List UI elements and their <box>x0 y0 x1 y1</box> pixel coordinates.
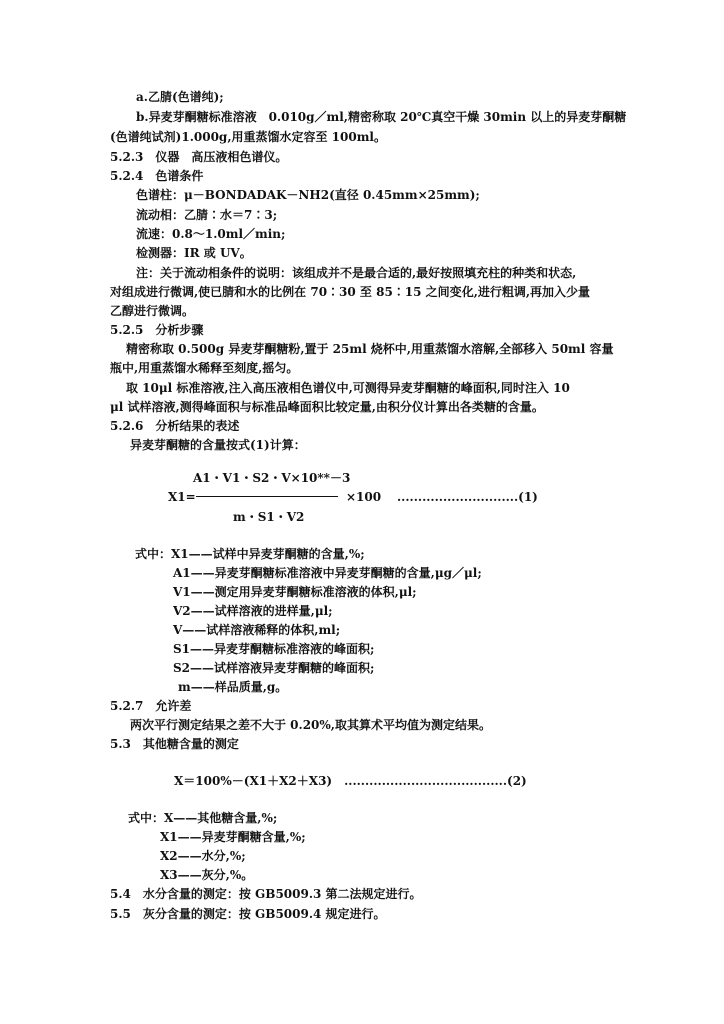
formula-1-denominator: m・S1・V2 <box>233 510 305 524</box>
def-x: 式中：X——其他糖含量,%; <box>128 811 278 825</box>
def-x1-sugar: X1——异麦芽酮糖含量,%; <box>160 830 306 844</box>
section-5-4-moisture: 5.4 水分含量的测定：按 GB5009.3 第二法规定进行。 <box>110 887 422 901</box>
def-x3-ash: X3——灰分,%。 <box>160 868 254 882</box>
procedure-para-2-line-1: 取 10μl 标准溶液,注入高压液相色谱仪中,可测得异麦芽酮糖的峰面积,同时注入 10 <box>126 381 570 395</box>
flow-rate: 流速：0.8～1.0ml／min; <box>136 227 286 241</box>
def-s2: S2——试样溶液异麦芽酮糖的峰面积; <box>173 661 375 675</box>
note-line-3: 乙醇进行微调。 <box>110 304 195 318</box>
def-v1: V1——测定用异麦芽酮糖标准溶液的体积,μl; <box>173 585 417 599</box>
item-a-acetonitrile: a.乙腈(色谱纯); <box>136 90 224 104</box>
note-line-1: 注：关于流动相条件的说明：该组成并不是最合适的,最好按照填充柱的种类和状态, <box>136 266 577 280</box>
def-x2-moisture: X2——水分,%; <box>160 849 246 863</box>
tolerance-text: 两次平行测定结果之差不大于 0.20%,取其算术平均值为测定结果。 <box>130 718 491 732</box>
def-x1: 式中：X1——试样中异麦芽酮糖的含量,%; <box>135 547 365 561</box>
section-5-5-ash: 5.5 灰分含量的测定：按 GB5009.4 规定进行。 <box>110 907 386 921</box>
procedure-para-1-line-1: 精密称取 0.500g 异麦芽酮糖粉,置于 25ml 烧杯中,用重蒸馏水溶解,全部移入 50ml 容量 <box>126 342 614 356</box>
formula-2: X＝100%－(X1＋X2＋X3) .......................................(2) <box>174 774 527 788</box>
formula-1-numerator: A1・V1・S2・V×10**－3 <box>193 471 351 485</box>
def-v: V——试样溶液稀释的体积,ml; <box>173 623 341 637</box>
def-m: m——样品质量,g。 <box>178 680 288 694</box>
def-v2: V2——试样溶液的进样量,μl; <box>173 604 333 618</box>
def-s1: S1——异麦芽酮糖标准溶液的峰面积; <box>173 642 375 656</box>
formula-1-lhs: X1= <box>168 490 196 504</box>
item-b-continuation: (色谱纯试剂)1.000g,用重蒸馏水定容至 100ml。 <box>110 130 386 144</box>
section-5-2-3-instrument: 5.2.3 仪器 高压液相色谱仪。 <box>110 150 288 164</box>
formula-1-multiplier: ×100 <box>346 490 382 504</box>
item-b-standard-solution: b.异麦芽酮糖标准溶液 0.010g／ml,精密称取 20℃真空干燥 30min 以上的异麦芽酮糖 <box>136 110 627 124</box>
procedure-para-2-line-2: μl 试样溶液,测得峰面积与标准品峰面积比较定量,由积分仪计算出各类糖的含量。 <box>110 400 544 414</box>
section-5-2-5-heading: 5.2.5 分析步骤 <box>110 323 204 337</box>
formula-1-equation-number: .............................(1) <box>397 490 538 504</box>
calculation-intro: 异麦芽酮糖的含量按式(1)计算： <box>130 438 306 452</box>
formula-1-fraction-bar <box>196 496 338 497</box>
section-5-2-6-heading: 5.2.6 分析结果的表述 <box>110 419 240 433</box>
note-line-2: 对组成进行微调,使已腈和水的比例在 70∶30 至 85∶15 之间变化,进行粗调,再加入少量 <box>110 285 591 299</box>
column-spec: 色谱柱：μ－BONDADAK－NH2(直径 0.45mm×25mm); <box>136 188 480 202</box>
section-5-3-heading: 5.3 其他糖含量的测定 <box>110 737 239 751</box>
detector: 检测器：IR 或 UV。 <box>136 246 252 260</box>
def-a1: A1——异麦芽酮糖标准溶液中异麦芽酮糖的含量,μg／μl; <box>173 566 482 580</box>
section-5-2-4-heading: 5.2.4 色谱条件 <box>110 169 204 183</box>
mobile-phase: 流动相：乙腈∶水＝7∶3; <box>136 208 278 222</box>
procedure-para-1-line-2: 瓶中,用重蒸馏水稀释至刻度,摇匀。 <box>110 361 299 375</box>
section-5-2-7-heading: 5.2.7 允许差 <box>110 699 192 713</box>
